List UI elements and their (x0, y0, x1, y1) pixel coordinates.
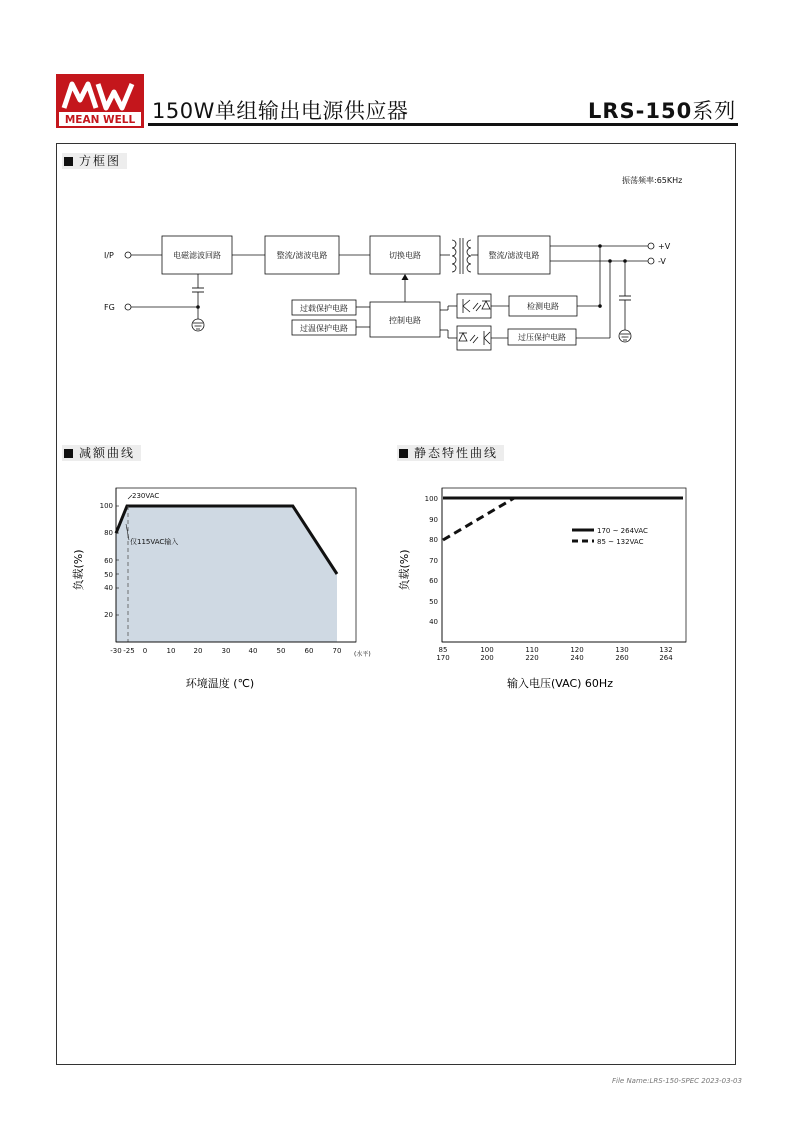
section-label: 静态特性曲线 (414, 446, 499, 460)
capacitor-icon (192, 288, 204, 292)
logo-brand-text: MEAN WELL (64, 114, 136, 126)
x-tick-label: 70 (332, 647, 342, 655)
legend-label: 170 ~ 264VAC (597, 527, 648, 535)
bullet-square-icon (399, 449, 408, 458)
rectifier-filter-secondary-label: 整流/滤波电路 (488, 251, 540, 260)
y-tick-label: 70 (429, 557, 438, 565)
fg-terminal-icon (125, 304, 131, 310)
y-tick-label: 100 (424, 495, 438, 503)
switching-label: 切换电路 (389, 251, 421, 260)
x-tick-label-high-range: 200 (480, 654, 494, 662)
negative-terminal-icon (648, 258, 654, 264)
y-tick-label: 40 (429, 618, 438, 626)
y-axis-label: 负载(%) (72, 549, 85, 591)
legend-label: 85 ~ 132VAC (597, 538, 644, 546)
y-tick-label: 80 (429, 536, 438, 544)
x-tick-label-high-range: 260 (615, 654, 629, 662)
junction-dot (598, 304, 602, 308)
y-tick-label: 100 (99, 502, 113, 510)
x-tick-label: 60 (304, 647, 314, 655)
x-tick-label-low-range: 120 (570, 646, 584, 654)
input-terminal-icon (125, 252, 131, 258)
input-terminal-label: I/P (104, 251, 114, 260)
y-tick-label: 50 (429, 598, 438, 606)
transformer-icon (452, 238, 471, 274)
section-label: 方框图 (79, 154, 122, 168)
y-tick-label: 50 (104, 571, 113, 579)
y-tick-label: 60 (104, 557, 113, 565)
x-unit-note: (水平) (354, 651, 371, 658)
detection-label: 检测电路 (527, 302, 559, 311)
optocoupler-icon (457, 294, 491, 318)
x-axis-label: 输入电压(VAC) 60Hz (507, 677, 613, 690)
footer-file-name: File Name:LRS-150-SPEC 2023-03-03 (612, 1077, 742, 1085)
control-label: 控制电路 (389, 316, 421, 325)
rectifier-filter-primary-label: 整流/滤波电路 (276, 251, 328, 260)
x-tick-label-high-range: 220 (525, 654, 539, 662)
arrow-up-icon (402, 274, 409, 280)
fg-terminal-label: FG (104, 303, 115, 312)
section-static-curve (397, 445, 504, 461)
section-derating-curve (62, 445, 141, 461)
x-tick-label: 10 (166, 647, 176, 655)
ground-icon (192, 319, 204, 331)
derating-area-fill (116, 506, 337, 642)
x-tick-label-high-range: 240 (570, 654, 584, 662)
emi-filter-label: 电磁滤波回路 (173, 251, 221, 260)
series-code: LRS-150 (588, 99, 693, 123)
y-tick-label: 40 (104, 584, 113, 592)
x-tick-label-low-range: 132 (659, 646, 673, 654)
x-tick-label: -25 (123, 647, 135, 655)
junction-dot (196, 305, 200, 309)
annotation-230vac: 230VAC (132, 492, 160, 500)
plot-frame (442, 488, 686, 642)
x-tick-label-low-range: 130 (615, 646, 629, 654)
y-tick-label: 60 (429, 577, 438, 585)
x-tick-label: 50 (276, 647, 286, 655)
x-tick-label-high-range: 170 (436, 654, 450, 662)
annotation-115vac: 仅115VAC输入 (130, 538, 179, 546)
x-axis-label: 环境温度 (℃) (185, 677, 255, 690)
bullet-square-icon (64, 449, 73, 458)
section-label: 减额曲线 (79, 446, 136, 460)
positive-terminal-icon (648, 243, 654, 249)
y-tick-label: 90 (429, 516, 438, 524)
overload-protection-label: 过载保护电路 (300, 304, 348, 313)
x-tick-label: -30 (110, 647, 122, 655)
x-tick-label: 20 (193, 647, 203, 655)
block-diagram (0, 0, 794, 440)
series-suffix: 系列 (692, 99, 737, 123)
oscillation-frequency: 振荡频率:65KHz (622, 176, 683, 185)
positive-output-label: +V (658, 242, 671, 251)
y-tick-label: 80 (104, 529, 113, 537)
derating-chart (56, 480, 376, 695)
x-tick-label-low-range: 85 (438, 646, 448, 654)
negative-output-label: -V (658, 257, 666, 266)
y-axis-label: 负载(%) (398, 549, 411, 591)
ground-icon (619, 330, 631, 342)
overvoltage-protection-label: 过压保护电路 (518, 333, 566, 342)
x-tick-label-high-range: 264 (659, 654, 673, 662)
x-tick-label-low-range: 110 (525, 646, 539, 654)
y-tick-label: 20 (104, 611, 113, 619)
x-tick-label: 30 (221, 647, 231, 655)
product-title: 150W单组输出电源供应器 (152, 99, 409, 123)
capacitor-icon (619, 296, 631, 300)
static-characteristic-chart (390, 480, 700, 695)
x-tick-label: 0 (142, 647, 148, 655)
overtemp-protection-label: 过温保护电路 (300, 324, 348, 333)
x-tick-label-low-range: 100 (480, 646, 494, 654)
x-tick-label: 40 (248, 647, 258, 655)
optocoupler-icon (457, 326, 491, 350)
